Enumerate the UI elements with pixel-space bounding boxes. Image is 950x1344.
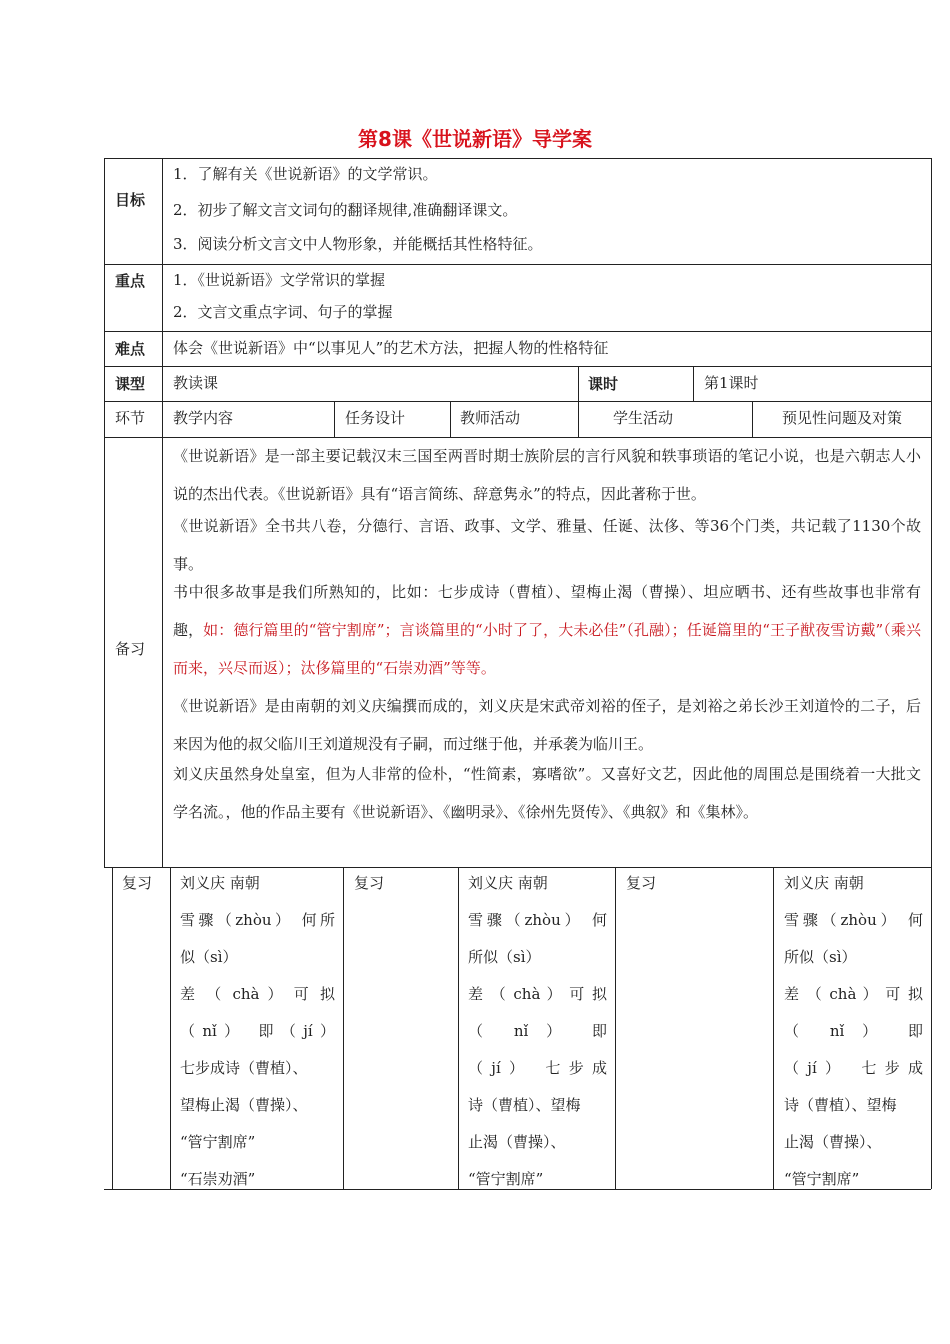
table-line <box>693 366 694 401</box>
review-line: 望梅止渴（曹操）、 <box>180 1096 308 1114</box>
table-line <box>931 867 932 1189</box>
difficulty-label: 难点 <box>115 340 146 358</box>
review-line: 诗（曹植）、望梅 <box>468 1096 581 1114</box>
key-point-2: 2．文言文重点字词、句子的掌握 <box>173 303 393 321</box>
table-line <box>931 158 932 867</box>
goal-item-1: 1．了解有关《世说新语》的文学常识。 <box>173 165 438 183</box>
header-issues: 预见性问题及对策 <box>782 409 903 427</box>
table-line <box>104 158 105 867</box>
table-line <box>450 401 451 437</box>
review-line: （ nǐ ） 即 <box>468 1022 607 1040</box>
lesson-hours-value: 第1课时 <box>704 374 759 392</box>
review-line: 刘义庆 南朝 <box>468 874 548 892</box>
review-line: 所似（sì） <box>784 948 857 966</box>
header-stage: 环节 <box>115 409 146 427</box>
review-line: 止渴（曹操）、 <box>784 1133 882 1151</box>
page-title: 第8课《世说新语》导学案 <box>358 127 592 151</box>
table-line <box>752 401 753 437</box>
review-line: 止渴（曹操）、 <box>468 1133 566 1151</box>
goal-item-3: 3．阅读分析文言文中人物形象，并能概括其性格特征。 <box>173 235 543 253</box>
review-line: 差 （ chà ） 可 拟 <box>180 985 335 1003</box>
key-points-label: 重点 <box>115 272 146 290</box>
preview-paragraph-3-red: 如：德行篇里的“管宁割席”；言谈篇里的“小时了了，大未必佳”（孔融）；任诞篇里的“王子猷夜雪访戴”（乘兴而来，兴尽而返）；汰侈篇里的“石崇劝酒”等等。 <box>173 621 921 677</box>
review-line: 差 （ chà ） 可 拟 <box>468 985 607 1003</box>
review-line: 刘义庆 南朝 <box>784 874 864 892</box>
review-line: 诗（曹植）、望梅 <box>784 1096 897 1114</box>
table-line <box>162 158 163 867</box>
lesson-type-value: 教读课 <box>173 374 219 392</box>
review-column-3 <box>784 865 923 1198</box>
lesson-hours-label: 课时 <box>588 375 619 393</box>
table-line <box>112 867 113 1189</box>
review-line: “管宁割席” <box>468 1170 544 1188</box>
review-label-3: 复习 <box>626 874 657 892</box>
difficulty-text: 体会《世说新语》中“以事见人”的艺术方法，把握人物的性格特征 <box>173 339 609 357</box>
review-line: 所似（sì） <box>468 948 541 966</box>
table-line <box>578 366 579 437</box>
review-line: （jí） 七步成 <box>468 1059 607 1077</box>
review-line: （ nǐ ） 即 <box>784 1022 923 1040</box>
header-content: 教学内容 <box>173 409 234 427</box>
table-line <box>343 867 344 1189</box>
preview-paragraph-1: 《世说新语》是一部主要记载汉末三国至两晋时期士族阶层的言行风貌和轶事琐语的笔记小说，也是六朝志人小说的杰出代表。《世说新语》具有“语言简练、辞意隽永”的特点，因此著称于世。 <box>173 447 921 503</box>
review-line: （jí） 七步成 <box>784 1059 923 1077</box>
table-line <box>458 867 459 1189</box>
review-line: 雪骤（zhòu） 何所 <box>180 911 335 929</box>
table-line <box>773 867 774 1189</box>
review-label-2: 复习 <box>354 874 385 892</box>
header-teacher: 教师活动 <box>460 409 521 427</box>
review-line: （nǐ） 即（jí） <box>180 1022 335 1040</box>
review-label-1: 复习 <box>122 874 153 892</box>
preview-paragraph-3-plain: 书中很多故事是我们所熟知的，比如：七步成诗（曹植）、望梅止渴（曹操）、坦应晒书、还有些故事也非常有趣， <box>173 583 921 639</box>
goals-label: 目标 <box>115 191 146 209</box>
header-student: 学生活动 <box>613 409 674 427</box>
key-point-1: 1．《世说新语》文学常识的掌握 <box>173 271 386 289</box>
table-line <box>615 867 616 1189</box>
review-line: 刘义庆 南朝 <box>180 874 260 892</box>
table-line <box>170 867 171 1189</box>
review-line: “石崇劝酒” <box>180 1170 256 1188</box>
review-line: “管宁割席” <box>180 1133 256 1151</box>
table-line <box>104 366 931 367</box>
preview-paragraph-3 <box>173 573 921 687</box>
preview-paragraph-2: 《世说新语》全书共八卷，分德行、言语、政事、文学、雅量、任诞、汰侈、等36个门类，共记载了1130个故事。 <box>173 517 921 573</box>
review-line: 雪骤（zhòu） 何 <box>468 911 607 929</box>
review-line: 差 （ chà ） 可 拟 <box>784 985 923 1003</box>
review-column-1 <box>180 865 335 1198</box>
review-column-2 <box>468 865 607 1198</box>
review-line: 七步成诗（曹植）、 <box>180 1059 308 1077</box>
goal-item-2: 2．初步了解文言文词句的翻译规律,准确翻译课文。 <box>173 201 518 219</box>
table-line <box>334 401 335 437</box>
lesson-type-label: 课型 <box>115 375 146 393</box>
preview-label: 备习 <box>115 640 146 658</box>
header-task: 任务设计 <box>345 409 406 427</box>
review-line: 雪骤（zhòu） 何 <box>784 911 923 929</box>
review-line: 似（sì） <box>180 948 238 966</box>
preview-paragraph-4: 《世说新语》是由南朝的刘义庆编撰而成的，刘义庆是宋武帝刘裕的侄子，是刘裕之弟长沙王刘道怜的二子，后来因为他的叔父临川王刘道规没有子嗣，而过继于他，并承袭为临川王。 <box>173 697 921 753</box>
preview-paragraph-5: 刘义庆虽然身处皇室，但为人非常的俭朴，“性简素，寡嗜欲”。又喜好文艺，因此他的周围总是围绕着一大批文学名流。，他的作品主要有《世说新语》、《幽明录》、《徐州先贤传》、《典叙》和《集林》。 <box>173 765 921 821</box>
review-line: “管宁割席” <box>784 1170 860 1188</box>
